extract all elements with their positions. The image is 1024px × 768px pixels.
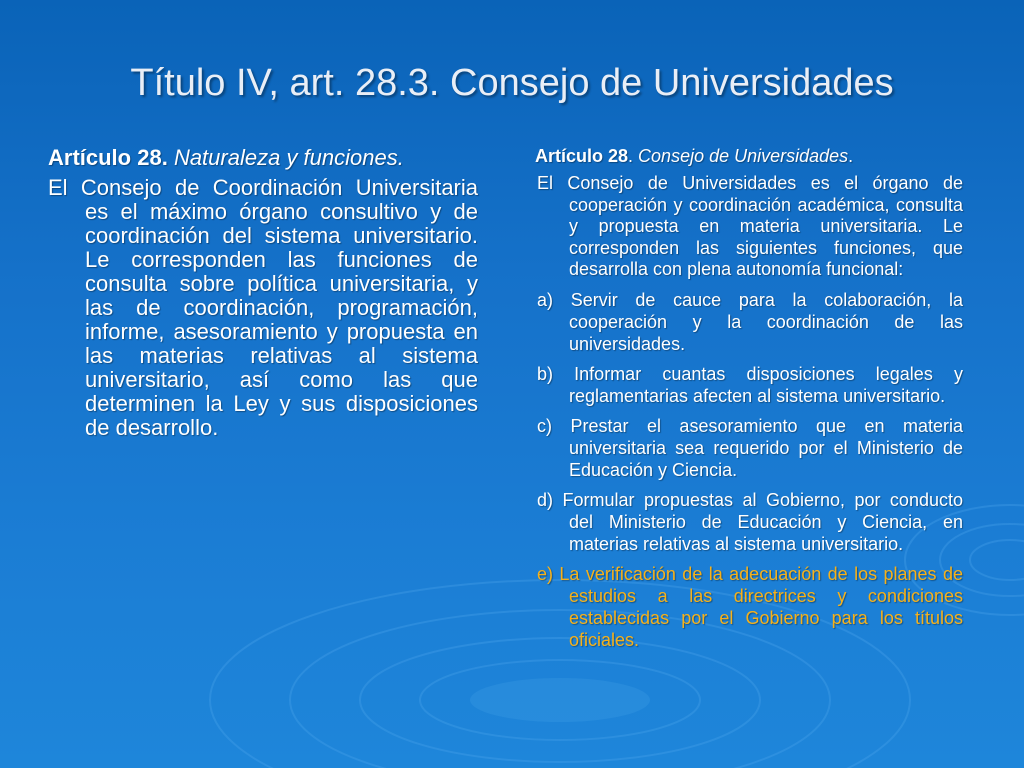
right-article-heading (535, 145, 963, 167)
function-item-b: b) Informar cuantas disposiciones legales y reglamentarias afecten al sistema universitario. (537, 363, 963, 406)
function-item-a: a) Servir de cauce para la colaboración, la cooperación y la coordinación de las universidades. (537, 289, 963, 354)
left-article-body: El Consejo de Coordinación Universitaria es el máximo órgano consultivo y de coordinación del sistema universitario. Le corresponden las funciones de consulta sobre política universitaria, y las de coordinación, programación, informe, asesoramiento y propuesta en las materias relativas al sistema universitario, así como las que determinen la Ley y sus disposiciones de desarrollo. (48, 175, 478, 440)
right-column (535, 145, 963, 659)
function-item-c: c) Prestar el asesoramiento que en materia universitaria sea requerido por el Ministerio de Educación y Ciencia. (537, 415, 963, 480)
function-item-e-highlighted: e) La verificación de la adecuación de los planes de estudios a las directrices y condiciones establecidas por el Gobierno para los títulos oficiales. (537, 563, 963, 650)
left-article-heading (48, 146, 478, 170)
right-heading-separator: . (628, 146, 639, 166)
right-article-number: Artículo 28 (535, 146, 629, 166)
left-article-number: Artículo 28. (48, 145, 168, 170)
left-article-subtitle: Naturaleza y funciones. (173, 145, 404, 170)
right-article-intro: El Consejo de Universidades es el órgano de cooperación y coordinación académica, consulta y propuesta en materia universitaria. Le corresponden las siguientes funciones, que desarrolla con plena autonomía funcional: (537, 173, 963, 280)
right-heading-end: . (848, 146, 854, 166)
right-article-subtitle: Consejo de Universidades (638, 146, 849, 166)
slide-title: Título IV, art. 28.3. Consejo de Universidades (130, 62, 894, 104)
left-column (48, 146, 478, 440)
function-item-d: d) Formular propuestas al Gobierno, por conducto del Ministerio de Educación y Ciencia, en materias relativas al sistema universitario. (537, 489, 963, 554)
